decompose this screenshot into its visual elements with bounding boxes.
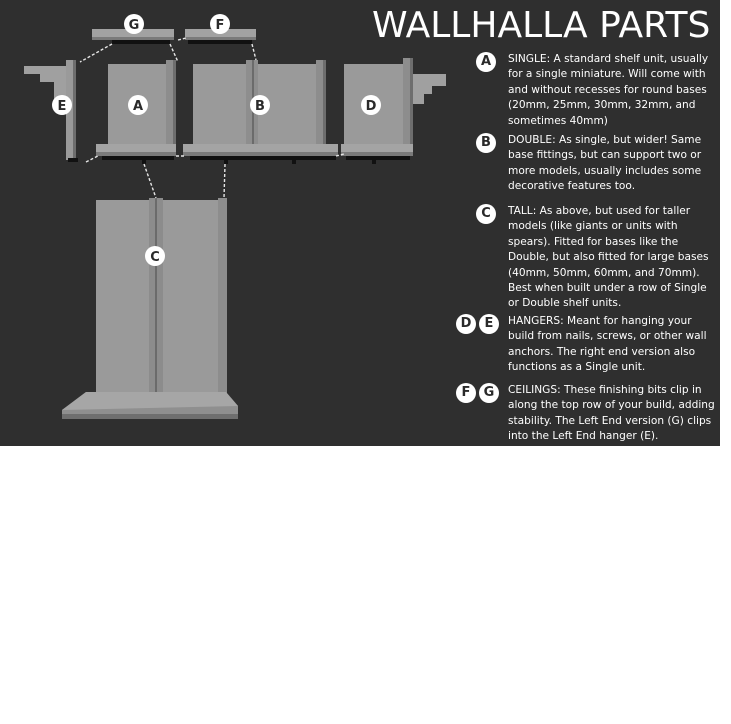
legend-text-hangers: HANGERS: Meant for hanging your build from nails, screws, or other wall anchors. The right end version also functions as a Single unit. xyxy=(508,315,707,374)
legend-text-single: SINGLE: A standard shelf unit, usually for a single miniature. Will come with and without recesses for round bases (20mm, 25mm, 30mm, 32mm, and sometimes 40mm) xyxy=(508,53,709,127)
legend-item-double xyxy=(476,133,720,193)
legend-badges xyxy=(476,133,499,157)
legend-badges xyxy=(456,383,502,407)
tall-c-part xyxy=(62,198,238,419)
part-label-f xyxy=(210,14,230,34)
part-label-g xyxy=(124,14,144,34)
svg-text:D: D xyxy=(365,99,377,114)
legend-text-ceilings: CEILINGS: These finishing bits clip in along the top row of your build, adding stability. The Left End version (G) clips into the Left End hanger (E). xyxy=(508,384,715,443)
part-label-a xyxy=(128,95,148,115)
legend-badges xyxy=(456,314,502,338)
svg-text:E: E xyxy=(57,99,67,114)
part-label-c xyxy=(145,246,165,266)
legend-text-double: DOUBLE: As single, but wider! Same base fittings, but can support two or more models, usually includes some decorative features too. xyxy=(508,134,702,193)
hanger-d-part xyxy=(341,58,446,160)
legend-item-tall xyxy=(476,204,720,310)
legend-item-hangers xyxy=(460,314,720,374)
diagram-title: WALLHALLA PARTS xyxy=(372,5,711,46)
legend-badge-d: D xyxy=(456,314,476,334)
part-label-e xyxy=(52,95,72,115)
legend-text-tall: TALL: As above, but used for taller models (like giants or units with spears). Fitted for bases like the Double, but also fitted for large bases (40mm, 50mm, 60mm, and 70mm). Best when built under a row of Single or Double shelf units. xyxy=(508,205,709,310)
legend-badge-b: B xyxy=(476,133,496,153)
part-label-d xyxy=(361,95,381,115)
svg-text:A: A xyxy=(132,99,144,114)
legend-badge-c: C xyxy=(476,204,496,224)
legend-badge-e: E xyxy=(479,314,499,334)
legend-item-single xyxy=(476,52,720,127)
legend-badge-f: F xyxy=(456,383,476,403)
legend-badges xyxy=(476,52,499,76)
legend-item-ceilings xyxy=(461,383,720,443)
svg-text:B: B xyxy=(255,99,265,114)
svg-text:F: F xyxy=(215,18,225,33)
svg-text:C: C xyxy=(150,250,160,265)
legend-badge-a: A xyxy=(476,52,496,72)
part-label-b xyxy=(250,95,270,115)
legend-badges xyxy=(476,204,499,228)
svg-text:G: G xyxy=(128,18,140,33)
legend-badge-g: G xyxy=(479,383,499,403)
